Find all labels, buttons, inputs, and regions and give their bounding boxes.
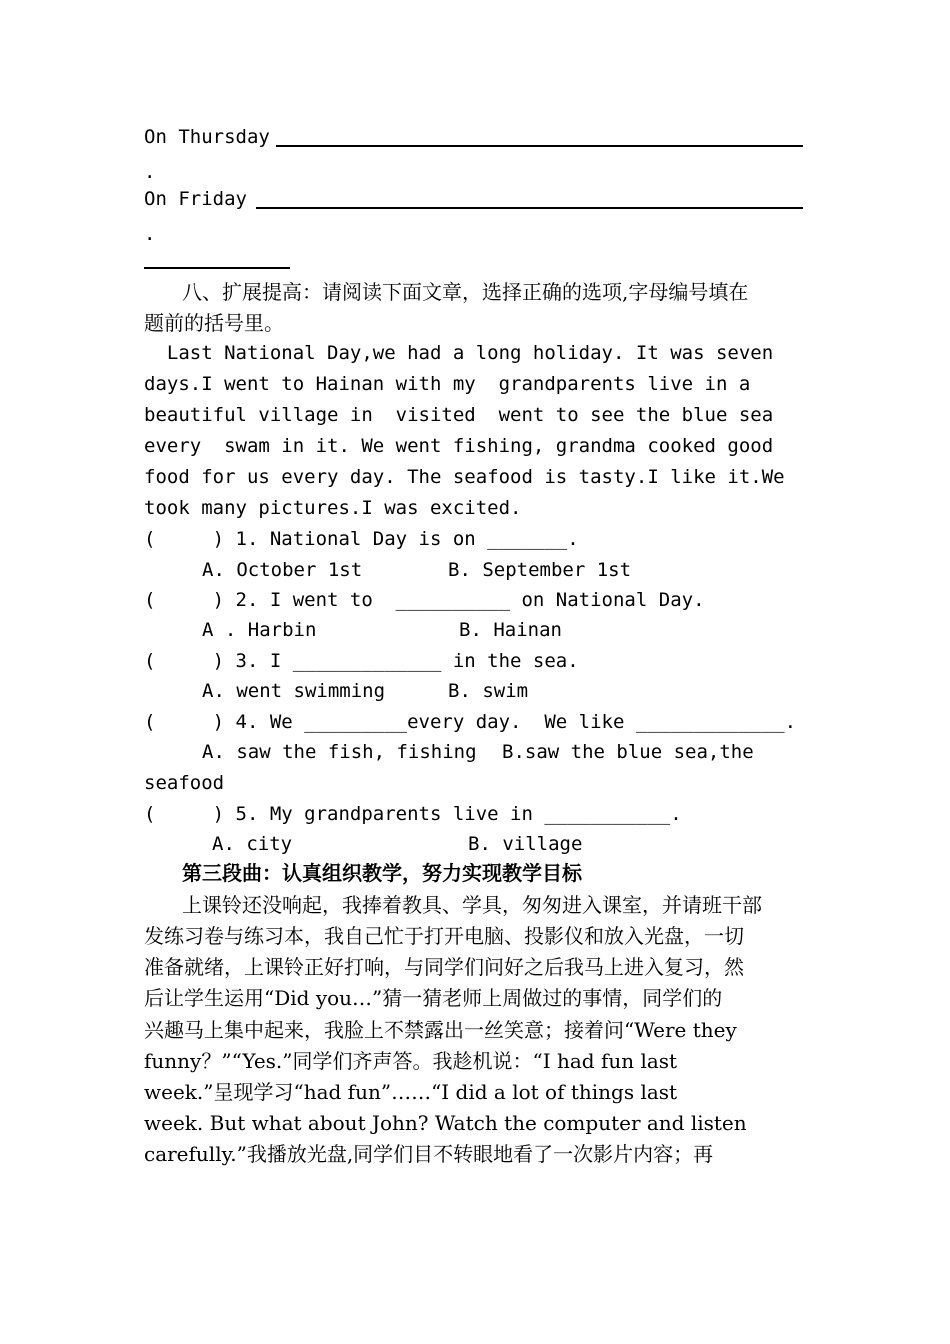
part3-title: 第三段曲：认真组织教学，努力实现教学目标 <box>182 861 582 885</box>
thursday-period: . <box>144 161 156 183</box>
question-4-stem: ( ) 4. We _________every day. We like _____________. <box>144 711 797 733</box>
question-2-stem: ( ) 2. I went to __________ on National Day. <box>144 589 705 611</box>
passage-line-1: Last National Day,we had a long holiday. It was seven <box>144 342 774 364</box>
part3-line-8: week. But what about John? Watch the computer and listen <box>144 1111 747 1135</box>
part3-line-4: 后让学生运用“Did you…”猜一猜老师上周做过的事情，同学们的 <box>144 986 723 1010</box>
part3-line-1: 上课铃还没响起，我捧着教具、学具，匆匆进入课室，并请班干部 <box>182 893 762 917</box>
friday-label: On Friday <box>144 188 247 210</box>
passage-line-5: food for us every day. The seafood is tasty.I like it.We <box>144 466 785 488</box>
question-3-stem: ( ) 3. I _____________ in the sea. <box>144 650 579 672</box>
question-1-stem: ( ) 1. National Day is on _______. <box>144 528 579 550</box>
question-4-option-b-wrap: seafood <box>144 772 225 794</box>
section8-heading-line1: 八、扩展提高：请阅读下面文章，选择正确的选项,字母编号填在 <box>182 280 749 304</box>
friday-answer-line <box>256 207 803 209</box>
part3-line-2: 发练习卷与练习本，我自己忙于打开电脑、投影仪和放入光盘，一切 <box>144 924 744 948</box>
question-5-option-a: A. city <box>212 833 293 855</box>
friday-continuation-line <box>144 267 290 269</box>
part3-line-7: week.”呈现学习“had fun”……“I did a lot of things last <box>144 1080 678 1104</box>
thursday-answer-line <box>276 145 803 147</box>
question-4-option-a: A. saw the fish, fishing <box>202 741 477 763</box>
part3-line-3: 准备就绪，上课铃正好打响，与同学们问好之后我马上进入复习，然 <box>144 955 744 979</box>
passage-line-3: beautiful village in visited went to see the blue sea <box>144 404 774 426</box>
question-1-option-b: B. September 1st <box>448 559 632 581</box>
passage-line-4: every swam in it. We went fishing, grandma cooked good <box>144 435 774 457</box>
question-1-option-a: A. October 1st <box>202 559 363 581</box>
question-3-option-a: A. went swimming <box>202 680 386 702</box>
friday-period: . <box>144 223 156 245</box>
question-2-option-a: A . Harbin <box>202 619 317 641</box>
question-5-option-b: B. village <box>468 833 583 855</box>
passage-line-2: days.I went to Hainan with my grandparents live in a <box>144 373 751 395</box>
question-3-option-b: B. swim <box>448 680 529 702</box>
section8-heading-line2: 题前的括号里。 <box>144 311 284 335</box>
part3-line-9: carefully.”我播放光盘,同学们目不转眼地看了一次影片内容；再 <box>144 1142 714 1166</box>
passage-line-6: took many pictures.I was excited. <box>144 497 522 519</box>
part3-line-6: funny？”“Yes.”同学们齐声答。我趁机说：“I had fun last <box>144 1049 678 1073</box>
thursday-label: On Thursday <box>144 126 270 148</box>
question-4-option-b: B.saw the blue sea,the <box>502 741 754 763</box>
part3-line-5: 兴趣马上集中起来，我脸上不禁露出一丝笑意；接着问“Were they <box>144 1018 737 1042</box>
question-5-stem: ( ) 5. My grandparents live in ___________. <box>144 803 682 825</box>
question-2-option-b: B. Hainan <box>459 619 562 641</box>
